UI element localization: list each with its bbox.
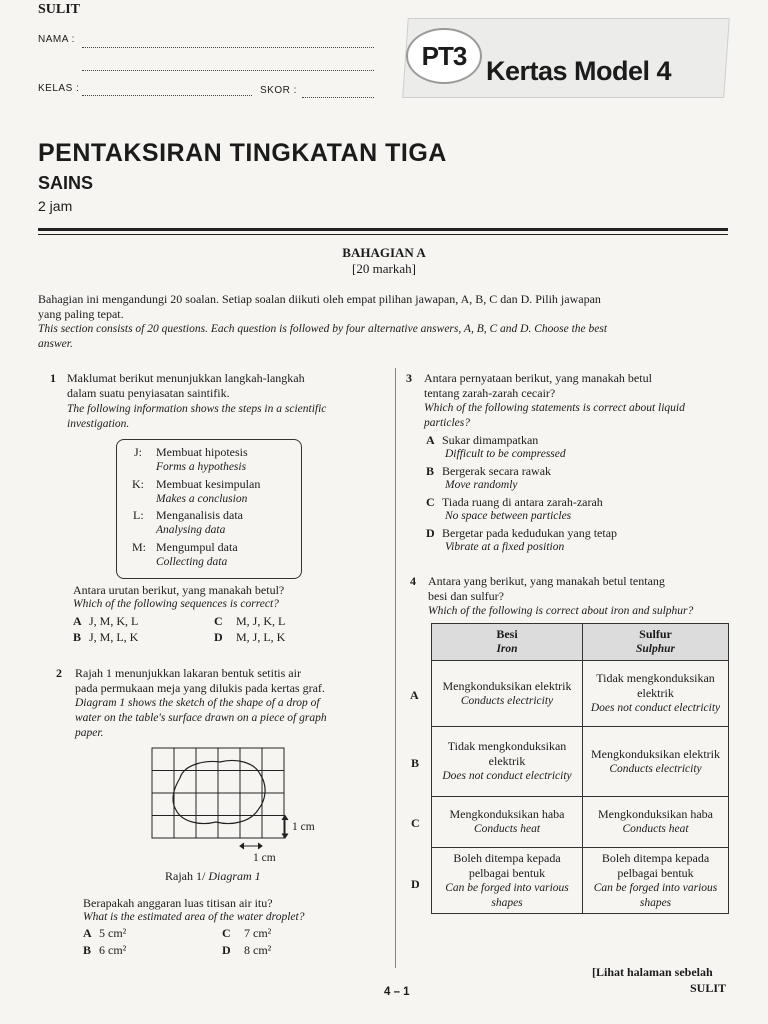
q1-step-ms: Menganalisis data <box>156 508 243 522</box>
section-marks: [20 markah] <box>352 261 416 276</box>
q1-stem-en-1: The following information shows the steps in a scientific <box>67 403 327 415</box>
kelas-label: KELAS : <box>38 83 80 94</box>
q1-step-ms: Mengumpul data <box>156 540 238 554</box>
table-cell <box>432 848 583 914</box>
option-letter: A <box>83 926 92 940</box>
option-text: 7 cm² <box>244 926 272 940</box>
exam-title: PENTAKSIRAN TINGKATAN TIGA <box>38 139 447 167</box>
q1-step-key: J: <box>134 445 143 459</box>
q4-stem-ms-2: besi dan sulfur? <box>428 589 504 603</box>
scale-vertical-label: 1 cm <box>292 821 315 833</box>
q3-option-a[interactable] <box>426 433 566 460</box>
table-cell <box>432 727 583 797</box>
header-ms: Sulfur <box>639 627 672 641</box>
option-text: 5 cm² <box>99 926 127 940</box>
cell-ms: Mengkonduksikan elektrik <box>442 678 572 693</box>
option-text: J, M, K, L <box>89 614 139 628</box>
option-text: 6 cm² <box>99 943 127 957</box>
q1-number: 1 <box>50 371 56 385</box>
option-letter: C <box>214 614 223 628</box>
q1-step-en: Makes a conclusion <box>156 493 248 505</box>
option-text: M, J, L, K <box>236 630 286 644</box>
classification-top: SULIT <box>38 2 81 17</box>
q2-ask-en: What is the estimated area of the water droplet? <box>83 911 305 923</box>
q1-option-d[interactable] <box>214 630 285 645</box>
nama-line-1[interactable] <box>82 47 374 48</box>
q1-step-en: Collecting data <box>156 556 228 568</box>
table-cell <box>583 727 729 797</box>
skor-label: SKOR : <box>260 85 297 96</box>
q1-stem-en-2: investigation. <box>67 418 130 430</box>
q4-stem-ms-1: Antara yang berikut, yang manakah betul tentang <box>428 574 665 588</box>
instruction-en-1: This section consists of 20 questions. Each question is followed by four alternative answers, A, B, C and D. Choose the best <box>38 323 608 335</box>
cell-ms: Boleh ditempa kepada pelbagai bentuk <box>601 850 710 880</box>
option-letter: C <box>222 926 231 940</box>
q2-stem-en-3: paper. <box>75 727 104 739</box>
cell-ms: Mengkonduksikan haba <box>449 807 565 821</box>
header-cell-sulphur <box>583 624 729 661</box>
q3-stem-en-2: particles? <box>424 417 470 429</box>
option-text-en: No space between particles <box>445 510 572 522</box>
table-cell <box>432 661 583 727</box>
option-letter: B <box>426 464 435 478</box>
paper-title: Kertas Model 4 <box>486 56 672 86</box>
q1-step-key: K: <box>132 477 144 491</box>
option-letter: D <box>214 630 223 644</box>
q3-stem-ms-1: Antara pernyataan berikut, yang manakah betul <box>424 371 652 385</box>
option-text: M, J, K, L <box>236 614 286 628</box>
table-row[interactable] <box>432 797 729 848</box>
diagram-1-graph <box>140 740 330 870</box>
cell-en: Can be forged into various shapes <box>593 881 718 909</box>
option-letter: A <box>426 433 435 447</box>
diagram-1-caption <box>165 869 261 884</box>
q2-option-a[interactable] <box>83 926 126 941</box>
option-text: J, M, L, K <box>89 630 139 644</box>
caption-en: Diagram 1 <box>208 869 261 883</box>
q4-comparison-table <box>431 623 729 914</box>
option-letter: C <box>426 495 435 509</box>
scale-arrows <box>240 816 288 850</box>
q4-row-letter-c[interactable]: C <box>411 816 420 830</box>
cell-en: Conducts heat <box>622 823 689 835</box>
option-text-en: Vibrate at a fixed position <box>445 541 565 553</box>
instruction-ms-1: Bahagian ini mengandungi 20 soalan. Setiap soalan diikuti oleh empat pilihan jawapan, A, B, C dan D. Pilih jawapan <box>38 292 601 306</box>
q1-stem-ms-1: Maklumat berikut menunjukkan langkah-langkah <box>67 371 305 385</box>
scale-horizontal-label: 1 cm <box>253 852 276 864</box>
q1-option-a[interactable] <box>73 614 138 629</box>
q2-number: 2 <box>56 666 62 680</box>
title-rule-thin <box>38 234 728 235</box>
cell-en: Conducts heat <box>473 823 541 835</box>
q1-step-key: L: <box>133 508 144 522</box>
q2-ask-ms: Berapakah anggaran luas titisan air itu? <box>83 896 273 910</box>
q3-option-b[interactable] <box>426 464 551 491</box>
option-letter: A <box>73 614 82 628</box>
option-text-ms: Bergetar pada kedudukan yang tetap <box>442 526 618 540</box>
q1-option-b[interactable] <box>73 630 138 645</box>
caption-ms: Rajah 1/ <box>165 869 206 883</box>
table-header-row <box>432 624 729 661</box>
q3-stem-en-1: Which of the following statements is correct about liquid <box>424 402 685 414</box>
option-letter: B <box>83 943 92 957</box>
table-cell <box>583 797 729 848</box>
q1-ask-en: Which of the following sequences is correct? <box>73 598 279 610</box>
cell-en: Does not conduct electricity <box>442 770 572 782</box>
cell-ms: Mengkonduksikan haba <box>598 807 713 821</box>
option-text-ms: Tiada ruang di antara zarah-zarah <box>442 495 603 509</box>
q3-number: 3 <box>406 371 412 385</box>
q1-step-en: Analysing data <box>156 524 226 536</box>
nama-line-2[interactable] <box>82 70 374 71</box>
option-text-en: Move randomly <box>445 479 518 491</box>
q4-number: 4 <box>410 574 416 588</box>
q4-stem-en-1: Which of the following is correct about iron and sulphur? <box>428 605 694 617</box>
q1-ask-ms: Antara urutan berikut, yang manakah betul? <box>73 583 285 597</box>
table-cell <box>583 848 729 914</box>
q2-stem-en-1: Diagram 1 shows the sketch of the shape of a drop of <box>75 697 320 709</box>
pt3-badge-text: PT3 <box>421 40 467 71</box>
table-row[interactable] <box>432 727 729 797</box>
q1-stem-ms-2: dalam suatu penyiasatan saintifik. <box>67 386 230 400</box>
cell-ms: Boleh ditempa kepada pelbagai bentuk <box>453 850 561 880</box>
option-letter: D <box>222 943 231 957</box>
cell-en: Does not conduct electricity <box>590 702 721 714</box>
q2-stem-en-2: water on the table's surface drawn on a piece of graph <box>75 712 327 724</box>
q4-row-letter-d[interactable]: D <box>411 877 420 891</box>
instruction-ms-2: yang paling tepat. <box>38 307 124 321</box>
classification-bottom: SULIT <box>690 981 727 995</box>
option-text-en: Difficult to be compressed <box>445 448 566 460</box>
header-ms: Besi <box>496 627 518 641</box>
skor-line[interactable] <box>302 97 374 98</box>
pt3-badge <box>406 28 482 84</box>
header-en: Sulphur <box>635 643 675 655</box>
q2-stem-ms-2: pada permukaan meja yang dilukis pada kertas graf. <box>75 681 325 695</box>
page-number: 4 – 1 <box>384 986 410 998</box>
table-row[interactable] <box>432 848 729 914</box>
q4-row-letter-a[interactable]: A <box>410 688 419 702</box>
cell-en: Conducts electricity <box>609 762 702 775</box>
next-page-note: [Lihat halaman sebelah <box>592 965 713 979</box>
table-cell <box>583 661 729 727</box>
q3-option-d[interactable] <box>426 526 617 553</box>
q4-row-letter-b[interactable]: B <box>411 756 420 770</box>
option-letter: B <box>73 630 82 644</box>
q2-stem-ms-1: Rajah 1 menunjukkan lakaran bentuk setitis air <box>75 666 301 680</box>
instruction-en-2: answer. <box>38 338 73 350</box>
header-en: Iron <box>496 643 518 655</box>
q1-step-en: Forms a hypothesis <box>156 461 247 473</box>
option-text-ms: Sukar dimampatkan <box>442 433 539 447</box>
q1-step-key: M: <box>132 540 147 554</box>
q3-option-c[interactable] <box>426 495 603 522</box>
header-cell-iron <box>432 624 583 661</box>
q2-option-b[interactable] <box>83 943 126 958</box>
title-rule-thick <box>38 228 728 231</box>
section-name: BAHAGIAN A <box>342 245 426 260</box>
cell-ms: Mengkonduksikan elektrik <box>591 746 720 761</box>
q2-option-c[interactable] <box>222 926 271 941</box>
duration: 2 jam <box>38 198 73 214</box>
nama-label: NAMA : <box>38 34 75 45</box>
q2-option-d[interactable] <box>222 943 271 958</box>
table-cell <box>432 797 583 848</box>
column-divider <box>395 368 396 968</box>
table-row[interactable] <box>432 661 729 727</box>
cell-en: Conducts electricity <box>460 694 554 707</box>
q1-step-ms: Membuat hipotesis <box>156 445 248 459</box>
option-text-ms: Bergerak secara rawak <box>442 464 552 478</box>
option-letter: D <box>426 526 435 540</box>
cell-ms: Tidak mengkonduksikan elektrik <box>447 739 567 768</box>
subject-title: SAINS <box>38 173 94 193</box>
q1-step-ms: Membuat kesimpulan <box>156 477 261 491</box>
cell-ms: Tidak mengkonduksikan elektrik <box>596 671 715 700</box>
option-text: 8 cm² <box>244 943 272 957</box>
q1-option-c[interactable] <box>214 614 285 629</box>
q3-stem-ms-2: tentang zarah-zarah cecair? <box>424 386 556 400</box>
cell-en: Can be forged into various shapes <box>445 881 569 909</box>
water-droplet-outline <box>173 761 265 824</box>
kelas-line[interactable] <box>82 95 252 96</box>
